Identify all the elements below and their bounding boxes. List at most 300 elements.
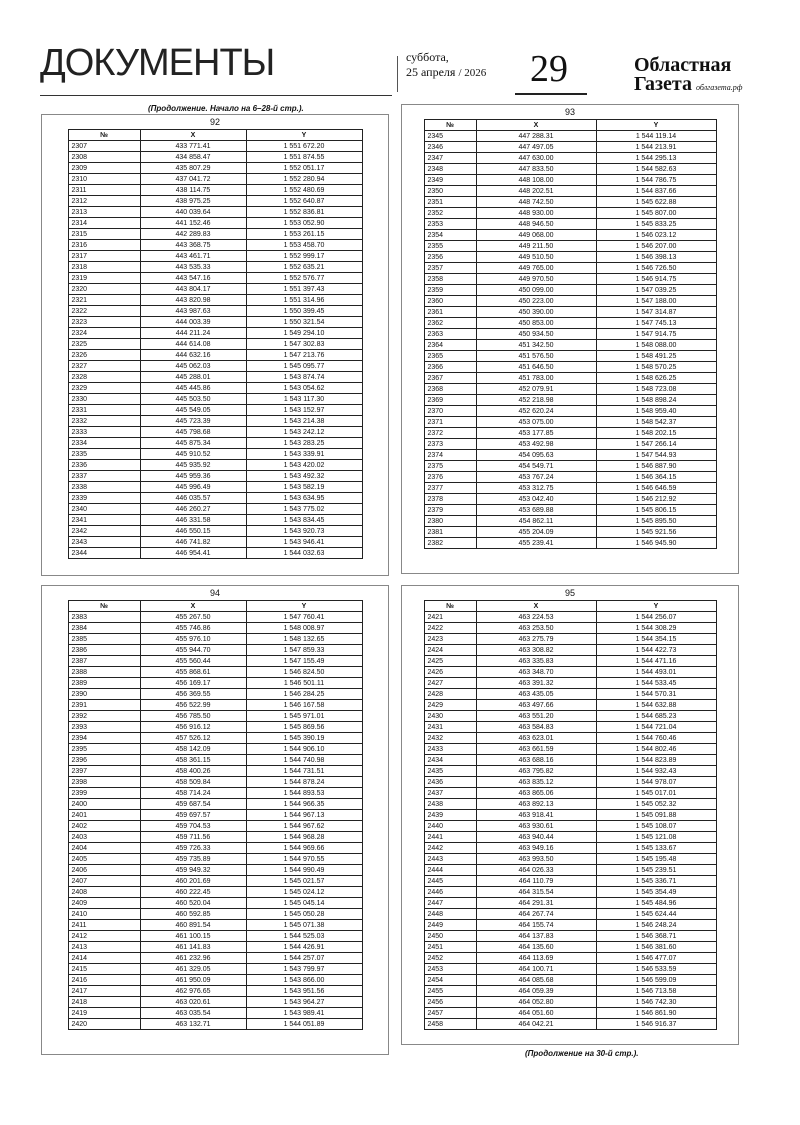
y-coordinate: 1 543 989.41: [246, 1008, 362, 1019]
x-coordinate: 464 026.33: [476, 865, 596, 876]
point-number: 2449: [424, 920, 476, 931]
table-row: [424, 461, 716, 472]
point-number: 2413: [68, 942, 140, 953]
x-coordinate: 463 551.20: [476, 711, 596, 722]
table-row: [68, 526, 362, 537]
point-number: 2377: [424, 483, 476, 494]
x-coordinate: 464 155.74: [476, 920, 596, 931]
point-number: 2371: [424, 417, 476, 428]
x-coordinate: 453 492.98: [476, 439, 596, 450]
y-coordinate: 1 545 869.56: [246, 722, 362, 733]
table-row: [68, 733, 362, 744]
table-header-row: [424, 120, 716, 131]
table-row: [68, 427, 362, 438]
table-row: [424, 274, 716, 285]
coordinates-panel-93: [401, 104, 739, 574]
y-coordinate: 1 544 878.24: [246, 777, 362, 788]
x-coordinate: 461 950.09: [140, 975, 246, 986]
point-number: 2408: [68, 887, 140, 898]
table-row: [424, 131, 716, 142]
page-number: 29: [530, 48, 568, 90]
y-coordinate: 1 546 284.25: [246, 689, 362, 700]
y-coordinate: 1 551 314.96: [246, 295, 362, 306]
table-row: [68, 975, 362, 986]
coordinates-panel-94: [41, 585, 389, 1055]
coordinates-panel-92: [41, 114, 389, 576]
y-coordinate: 1 552 640.87: [246, 196, 362, 207]
point-number: 2433: [424, 744, 476, 755]
table-row: [424, 142, 716, 153]
table-row: [68, 678, 362, 689]
y-coordinate: 1 552 999.17: [246, 251, 362, 262]
y-coordinate: 1 545 052.32: [596, 799, 716, 810]
point-number: 2334: [68, 438, 140, 449]
point-number: 2349: [424, 175, 476, 186]
y-coordinate: 1 544 032.63: [246, 548, 362, 559]
x-coordinate: 455 746.86: [140, 623, 246, 634]
x-coordinate: 455 239.41: [476, 538, 596, 549]
point-number: 2385: [68, 634, 140, 645]
point-number: 2312: [68, 196, 140, 207]
point-number: 2390: [68, 689, 140, 700]
newspaper-logo: [634, 56, 742, 97]
point-number: 2361: [424, 307, 476, 318]
y-coordinate: 1 544 582.63: [596, 164, 716, 175]
point-number: 2382: [424, 538, 476, 549]
table-row: [68, 328, 362, 339]
table-row: [68, 141, 362, 152]
panel-number: 94: [209, 588, 220, 598]
y-coordinate: 1 546 533.59: [596, 964, 716, 975]
x-coordinate: 435 807.29: [140, 163, 246, 174]
y-coordinate: 1 549 294.10: [246, 328, 362, 339]
point-number: 2335: [68, 449, 140, 460]
panel-number: 92: [209, 117, 220, 127]
y-coordinate: 1 546 646.59: [596, 483, 716, 494]
x-coordinate: 445 549.05: [140, 405, 246, 416]
y-coordinate: 1 544 893.53: [246, 788, 362, 799]
y-coordinate: 1 543 420.02: [246, 460, 362, 471]
table-row: [68, 909, 362, 920]
x-coordinate: 463 835.12: [476, 777, 596, 788]
y-coordinate: 1 543 951.56: [246, 986, 362, 997]
y-coordinate: 1 544 426.91: [246, 942, 362, 953]
point-number: 2350: [424, 186, 476, 197]
y-coordinate: 1 551 672.20: [246, 141, 362, 152]
table-row: [424, 450, 716, 461]
point-number: 2329: [68, 383, 140, 394]
column-header: №: [424, 601, 476, 612]
x-coordinate: 447 833.50: [476, 164, 596, 175]
point-number: 2422: [424, 623, 476, 634]
table-row: [424, 678, 716, 689]
table-row: [68, 438, 362, 449]
table-row: [424, 920, 716, 931]
y-coordinate: 1 552 280.94: [246, 174, 362, 185]
table-row: [68, 766, 362, 777]
x-coordinate: 464 051.60: [476, 1008, 596, 1019]
y-coordinate: 1 545 806.15: [596, 505, 716, 516]
y-coordinate: 1 544 570.31: [596, 689, 716, 700]
y-coordinate: 1 544 966.35: [246, 799, 362, 810]
column-header: X: [476, 601, 596, 612]
table-row: [424, 909, 716, 920]
y-coordinate: 1 544 970.55: [246, 854, 362, 865]
point-number: 2339: [68, 493, 140, 504]
point-number: 2423: [424, 634, 476, 645]
y-coordinate: 1 553 458.70: [246, 240, 362, 251]
y-coordinate: 1 544 837.66: [596, 186, 716, 197]
x-coordinate: 463 497.66: [476, 700, 596, 711]
point-number: 2310: [68, 174, 140, 185]
x-coordinate: 463 391.32: [476, 678, 596, 689]
y-coordinate: 1 544 256.07: [596, 612, 716, 623]
table-row: [68, 689, 362, 700]
y-coordinate: 1 545 354.49: [596, 887, 716, 898]
y-coordinate: 1 548 088.00: [596, 340, 716, 351]
x-coordinate: 453 075.00: [476, 417, 596, 428]
x-coordinate: 443 987.63: [140, 306, 246, 317]
point-number: 2444: [424, 865, 476, 876]
point-number: 2432: [424, 733, 476, 744]
y-coordinate: 1 543 799.97: [246, 964, 362, 975]
point-number: 2340: [68, 504, 140, 515]
point-number: 2362: [424, 318, 476, 329]
table-row: [68, 273, 362, 284]
point-number: 2355: [424, 241, 476, 252]
point-number: 2341: [68, 515, 140, 526]
x-coordinate: 463 435.05: [476, 689, 596, 700]
y-coordinate: 1 547 544.93: [596, 450, 716, 461]
point-number: 2317: [68, 251, 140, 262]
point-number: 2356: [424, 252, 476, 263]
table-row: [68, 953, 362, 964]
x-coordinate: 459 711.56: [140, 832, 246, 843]
point-number: 2407: [68, 876, 140, 887]
point-number: 2417: [68, 986, 140, 997]
x-coordinate: 459 726.33: [140, 843, 246, 854]
x-coordinate: 450 853.00: [476, 318, 596, 329]
table-row: [68, 537, 362, 548]
column-header: Y: [596, 120, 716, 131]
point-number: 2438: [424, 799, 476, 810]
y-coordinate: 1 544 786.75: [596, 175, 716, 186]
y-coordinate: 1 553 052.90: [246, 218, 362, 229]
y-coordinate: 1 548 132.65: [246, 634, 362, 645]
column-header: Y: [246, 601, 362, 612]
x-coordinate: 449 510.50: [476, 252, 596, 263]
column-header: X: [476, 120, 596, 131]
point-number: 2406: [68, 865, 140, 876]
point-number: 2331: [68, 405, 140, 416]
table-row: [68, 196, 362, 207]
table-row: [68, 821, 362, 832]
x-coordinate: 460 891.54: [140, 920, 246, 931]
y-coordinate: 1 550 399.45: [246, 306, 362, 317]
table-row: [68, 317, 362, 328]
point-number: 2387: [68, 656, 140, 667]
table-row: [68, 262, 362, 273]
x-coordinate: 453 042.40: [476, 494, 596, 505]
table-row: [68, 1008, 362, 1019]
y-coordinate: 1 544 685.23: [596, 711, 716, 722]
y-coordinate: 1 548 570.25: [596, 362, 716, 373]
x-coordinate: 464 291.31: [476, 898, 596, 909]
y-coordinate: 1 543 920.73: [246, 526, 362, 537]
x-coordinate: 448 930.00: [476, 208, 596, 219]
y-coordinate: 1 547 745.13: [596, 318, 716, 329]
point-number: 2337: [68, 471, 140, 482]
point-number: 2345: [424, 131, 476, 142]
point-number: 2392: [68, 711, 140, 722]
table-row: [68, 634, 362, 645]
table-row: [424, 230, 716, 241]
x-coordinate: 464 267.74: [476, 909, 596, 920]
y-coordinate: 1 548 626.25: [596, 373, 716, 384]
y-coordinate: 1 544 721.04: [596, 722, 716, 733]
x-coordinate: 463 892.13: [476, 799, 596, 810]
y-coordinate: 1 546 914.75: [596, 274, 716, 285]
point-number: 2342: [68, 526, 140, 537]
table-row: [68, 163, 362, 174]
y-coordinate: 1 552 051.17: [246, 163, 362, 174]
x-coordinate: 448 742.50: [476, 197, 596, 208]
table-row: [424, 241, 716, 252]
y-coordinate: 1 544 990.49: [246, 865, 362, 876]
table-row: [424, 439, 716, 450]
y-coordinate: 1 546 381.60: [596, 942, 716, 953]
table-row: [424, 318, 716, 329]
y-coordinate: 1 545 045.14: [246, 898, 362, 909]
x-coordinate: 449 211.50: [476, 241, 596, 252]
point-number: 2414: [68, 953, 140, 964]
table-row: [424, 722, 716, 733]
y-coordinate: 1 543 946.41: [246, 537, 362, 548]
y-coordinate: 1 551 397.43: [246, 284, 362, 295]
x-coordinate: 456 369.55: [140, 689, 246, 700]
y-coordinate: 1 546 368.71: [596, 931, 716, 942]
y-coordinate: 1 547 314.87: [596, 307, 716, 318]
table-row: [424, 494, 716, 505]
table-row: [68, 339, 362, 350]
table-row: [424, 755, 716, 766]
table-row: [424, 876, 716, 887]
x-coordinate: 455 204.09: [476, 527, 596, 538]
x-coordinate: 456 522.99: [140, 700, 246, 711]
x-coordinate: 443 461.71: [140, 251, 246, 262]
point-number: 2440: [424, 821, 476, 832]
table-row: [68, 152, 362, 163]
point-number: 2352: [424, 208, 476, 219]
y-coordinate: 1 544 471.16: [596, 656, 716, 667]
point-number: 2367: [424, 373, 476, 384]
y-coordinate: 1 545 108.07: [596, 821, 716, 832]
x-coordinate: 459 949.32: [140, 865, 246, 876]
x-coordinate: 445 503.50: [140, 394, 246, 405]
table-row: [424, 384, 716, 395]
point-number: 2343: [68, 537, 140, 548]
x-coordinate: 444 211.24: [140, 328, 246, 339]
table-row: [424, 799, 716, 810]
table-row: [424, 788, 716, 799]
coordinates-table: [424, 600, 717, 1030]
table-row: [68, 887, 362, 898]
continuation-note-top: (Продолжение. Начало на 6–28-й стр.).: [148, 104, 304, 113]
y-coordinate: 1 544 632.88: [596, 700, 716, 711]
x-coordinate: 437 041.72: [140, 174, 246, 185]
y-coordinate: 1 544 731.51: [246, 766, 362, 777]
table-row: [68, 799, 362, 810]
x-coordinate: 446 741.82: [140, 537, 246, 548]
point-number: 2430: [424, 711, 476, 722]
y-coordinate: 1 544 295.13: [596, 153, 716, 164]
y-coordinate: 1 543 152.97: [246, 405, 362, 416]
y-coordinate: 1 544 802.46: [596, 744, 716, 755]
y-coordinate: 1 547 266.14: [596, 439, 716, 450]
x-coordinate: 453 177.85: [476, 428, 596, 439]
table-row: [424, 186, 716, 197]
point-number: 2322: [68, 306, 140, 317]
y-coordinate: 1 543 339.91: [246, 449, 362, 460]
point-number: 2418: [68, 997, 140, 1008]
point-number: 2457: [424, 1008, 476, 1019]
table-row: [68, 251, 362, 262]
table-row: [68, 920, 362, 931]
y-coordinate: 1 543 634.95: [246, 493, 362, 504]
x-coordinate: 463 275.79: [476, 634, 596, 645]
x-coordinate: 452 218.98: [476, 395, 596, 406]
point-number: 2324: [68, 328, 140, 339]
x-coordinate: 450 390.00: [476, 307, 596, 318]
x-coordinate: 463 348.70: [476, 667, 596, 678]
point-number: 2363: [424, 329, 476, 340]
table-row: [424, 175, 716, 186]
y-coordinate: 1 543 834.45: [246, 515, 362, 526]
point-number: 2395: [68, 744, 140, 755]
y-coordinate: 1 550 321.54: [246, 317, 362, 328]
y-coordinate: 1 543 214.38: [246, 416, 362, 427]
point-number: 2319: [68, 273, 140, 284]
x-coordinate: 445 723.39: [140, 416, 246, 427]
x-coordinate: 464 110.79: [476, 876, 596, 887]
x-coordinate: 442 289.83: [140, 229, 246, 240]
y-coordinate: 1 546 212.92: [596, 494, 716, 505]
point-number: 2442: [424, 843, 476, 854]
table-row: [424, 428, 716, 439]
x-coordinate: 455 944.70: [140, 645, 246, 656]
x-coordinate: 455 267.50: [140, 612, 246, 623]
table-row: [68, 777, 362, 788]
y-coordinate: 1 547 760.41: [246, 612, 362, 623]
y-coordinate: 1 545 622.88: [596, 197, 716, 208]
column-header: X: [140, 601, 246, 612]
table-row: [68, 865, 362, 876]
table-row: [424, 645, 716, 656]
x-coordinate: 463 918.41: [476, 810, 596, 821]
point-number: 2409: [68, 898, 140, 909]
y-coordinate: 1 551 874.55: [246, 152, 362, 163]
point-number: 2338: [68, 482, 140, 493]
table-row: [68, 295, 362, 306]
point-number: 2454: [424, 975, 476, 986]
x-coordinate: 448 108.00: [476, 175, 596, 186]
panel-number: 93: [564, 107, 575, 117]
x-coordinate: 464 042.21: [476, 1019, 596, 1030]
table-row: [424, 329, 716, 340]
y-coordinate: 1 546 599.09: [596, 975, 716, 986]
table-row: [68, 361, 362, 372]
x-coordinate: 463 253.50: [476, 623, 596, 634]
x-coordinate: 446 954.41: [140, 548, 246, 559]
y-coordinate: 1 544 051.89: [246, 1019, 362, 1030]
point-number: 2368: [424, 384, 476, 395]
point-number: 2405: [68, 854, 140, 865]
y-coordinate: 1 544 213.91: [596, 142, 716, 153]
y-coordinate: 1 548 542.37: [596, 417, 716, 428]
x-coordinate: 447 630.00: [476, 153, 596, 164]
issue-day-month: 25 апреля: [406, 65, 456, 79]
y-coordinate: 1 545 121.08: [596, 832, 716, 843]
table-row: [424, 898, 716, 909]
table-row: [424, 219, 716, 230]
point-number: 2439: [424, 810, 476, 821]
table-row: [424, 942, 716, 953]
y-coordinate: 1 545 024.12: [246, 887, 362, 898]
table-row: [424, 296, 716, 307]
point-number: 2411: [68, 920, 140, 931]
x-coordinate: 451 576.50: [476, 351, 596, 362]
point-number: 2391: [68, 700, 140, 711]
table-row: [424, 340, 716, 351]
y-coordinate: 1 545 624.44: [596, 909, 716, 920]
y-coordinate: 1 546 023.12: [596, 230, 716, 241]
table-header-row: [68, 601, 362, 612]
x-coordinate: 440 039.64: [140, 207, 246, 218]
page-number-rule: [515, 93, 587, 95]
y-coordinate: 1 552 635.21: [246, 262, 362, 273]
table-row: [68, 623, 362, 634]
table-row: [68, 372, 362, 383]
y-coordinate: 1 545 021.57: [246, 876, 362, 887]
point-number: 2389: [68, 678, 140, 689]
table-row: [424, 612, 716, 623]
point-number: 2353: [424, 219, 476, 230]
y-coordinate: 1 546 713.58: [596, 986, 716, 997]
y-coordinate: 1 552 576.77: [246, 273, 362, 284]
x-coordinate: 458 509.84: [140, 777, 246, 788]
y-coordinate: 1 546 207.00: [596, 241, 716, 252]
y-coordinate: 1 543 964.27: [246, 997, 362, 1008]
y-coordinate: 1 545 133.67: [596, 843, 716, 854]
coordinates-table: [424, 119, 717, 549]
point-number: 2419: [68, 1008, 140, 1019]
table-row: [68, 645, 362, 656]
y-coordinate: 1 548 723.08: [596, 384, 716, 395]
y-coordinate: 1 545 895.50: [596, 516, 716, 527]
table-row: [424, 263, 716, 274]
table-row: [68, 942, 362, 953]
table-row: [68, 460, 362, 471]
y-coordinate: 1 546 945.90: [596, 538, 716, 549]
x-coordinate: 463 020.61: [140, 997, 246, 1008]
y-coordinate: 1 544 968.28: [246, 832, 362, 843]
x-coordinate: 444 632.16: [140, 350, 246, 361]
x-coordinate: 448 202.51: [476, 186, 596, 197]
point-number: 2366: [424, 362, 476, 373]
point-number: 2380: [424, 516, 476, 527]
point-number: 2421: [424, 612, 476, 623]
y-coordinate: 1 544 967.62: [246, 821, 362, 832]
